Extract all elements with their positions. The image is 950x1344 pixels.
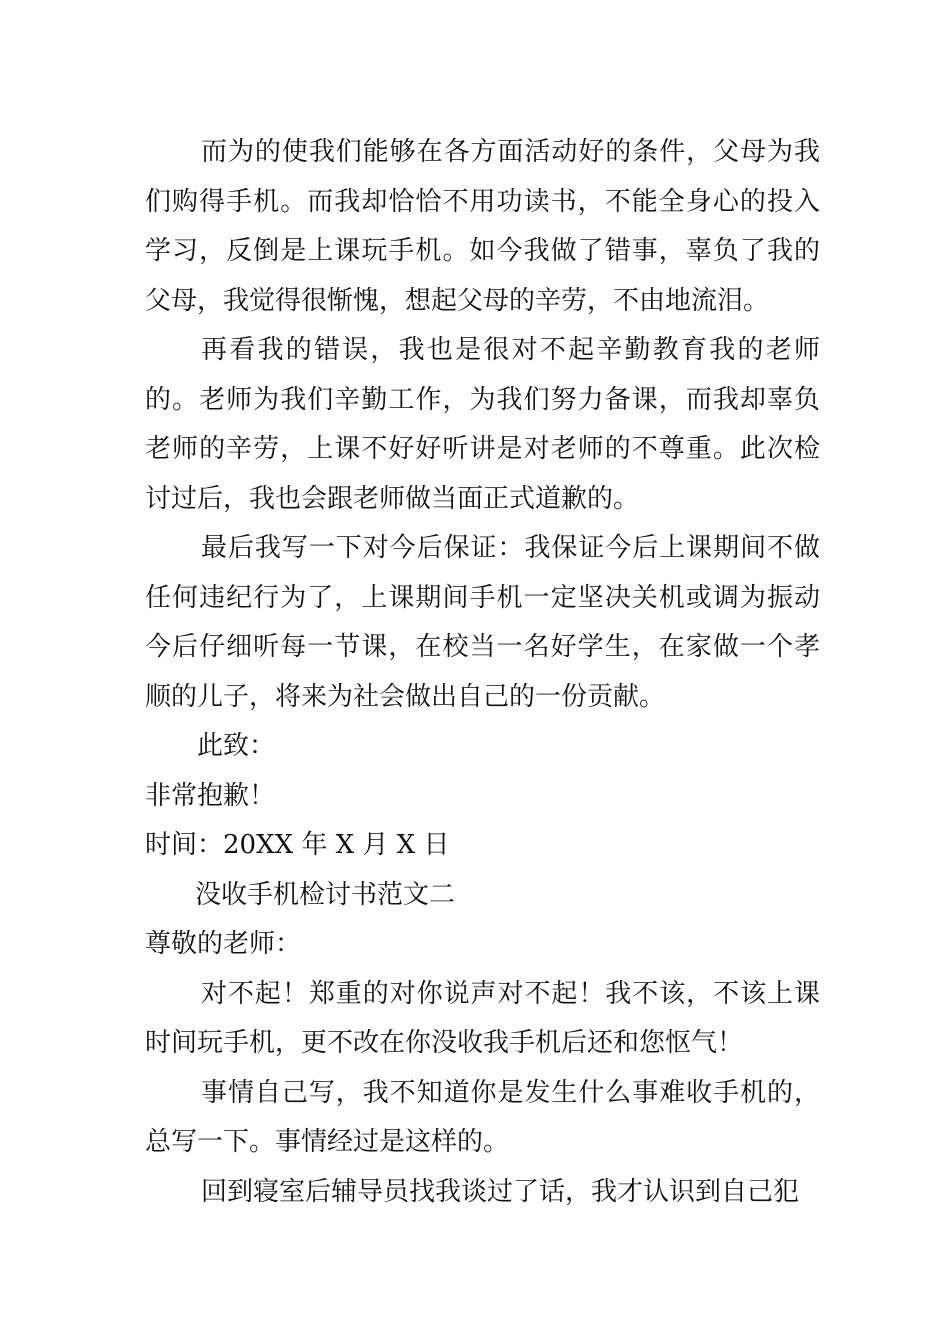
paragraph-account: 事情自己写，我不知道你是发生什么事难收手机的，总写一下。事情经过是这样的。 — [145, 1077, 820, 1157]
document-body — [145, 128, 820, 1217]
section-title: 没收手机检讨书范文二 — [195, 879, 456, 910]
closing-apology: 非常抱歉！ — [145, 780, 276, 811]
paragraph-dorm: 回到寝室后辅导员找我谈过了话，我才认识到自己犯 — [201, 1176, 800, 1207]
paragraph-promise: 最后我写一下对今后保证：我保证今后上课期间不做任何违纪行为了，上课期间手机一定坚决关机或调为振动今后仔细听每一节课，在校当一名好学生，在家做一个孝顺的儿子，将来为社会做出自己的一份贡献。 — [145, 533, 820, 712]
greeting: 尊敬的老师： — [145, 929, 302, 959]
closing-salutation: 此致： — [197, 731, 276, 761]
paragraph-parents: 而为的使我们能够在各方面活动好的条件，父母为我们购得手机。而我却恰恰不用功读书，不能全身心的投入学习，反倒是上课玩手机。如今我做了错事，辜负了我的父母，我觉得很惭愧，想起父母的辛劳，不由地流泪。 — [145, 137, 820, 316]
date-line: 时间：20XX 年 X 月 X 日 — [145, 830, 450, 860]
paragraph-apology: 对不起！郑重的对你说声对不起！我不该，不该上课时间玩手机，更不改在你没收我手机后还和您怄气！ — [145, 978, 820, 1058]
paragraph-teacher: 再看我的错误，我也是很对不起辛勤教育我的老师的。老师为我们辛勤工作，为我们努力备课，而我却辜负老师的辛劳，上课不好好听讲是对老师的不尊重。此次检讨过后，我也会跟老师做当面正式道歉的。 — [145, 335, 820, 514]
